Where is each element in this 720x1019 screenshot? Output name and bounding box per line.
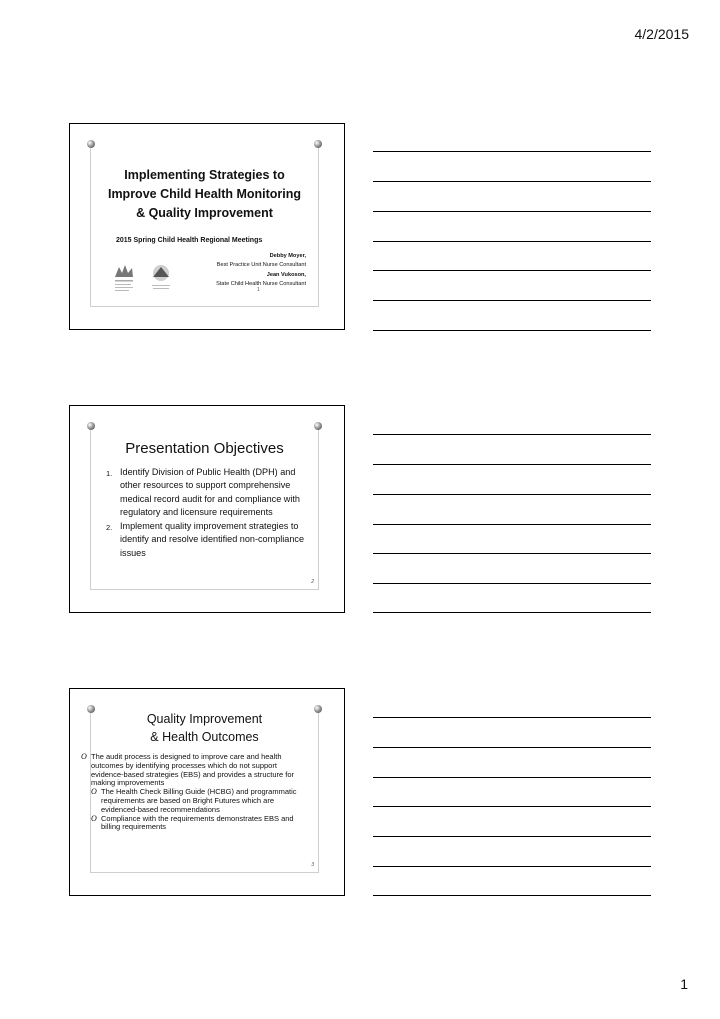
slide-1 xyxy=(69,123,345,330)
pushpin-icon xyxy=(314,140,322,148)
pushpin-icon xyxy=(314,422,322,430)
dph-logo-icon xyxy=(113,263,135,296)
slide-3 xyxy=(69,688,345,896)
page-date: 4/2/2015 xyxy=(634,26,689,42)
note-line xyxy=(373,806,651,807)
slide-number: 2 xyxy=(311,579,314,585)
note-line xyxy=(373,241,651,242)
note-line xyxy=(373,612,651,613)
note-line xyxy=(373,330,651,331)
note-line xyxy=(373,434,651,435)
list-item: O The Health Check Billing Guide (HCBG) and programmatic requirements are based on Bright Futures which are evidenced-based recommendations xyxy=(91,787,297,814)
meeting-name: 2015 Spring Child Health Regional Meetings xyxy=(116,237,263,244)
note-line xyxy=(373,777,651,778)
note-line xyxy=(373,836,651,837)
pushpin-icon xyxy=(87,140,95,148)
note-line xyxy=(373,300,651,301)
bullet-icon: O xyxy=(81,752,87,761)
note-line xyxy=(373,524,651,525)
note-line xyxy=(373,747,651,748)
note-line xyxy=(373,494,651,495)
slide-frame xyxy=(90,426,319,590)
bullet-icon: O xyxy=(91,787,97,797)
slide-frame xyxy=(90,144,319,307)
slide-title: Implementing Strategies to Improve Child Health Monitoring & Quality Improvement xyxy=(107,168,302,220)
slide-number: 1 xyxy=(257,287,260,293)
note-line xyxy=(373,717,651,718)
list-item: O Compliance with the requirements demonstrates EBS and billing requirements xyxy=(91,813,294,832)
note-line xyxy=(373,895,651,896)
slide-number: 3 xyxy=(311,862,314,868)
slide-frame xyxy=(81,709,319,873)
slide-2 xyxy=(69,405,345,613)
pushpin-icon xyxy=(87,422,95,430)
note-line xyxy=(373,464,651,465)
objectives-list xyxy=(106,466,312,561)
note-line xyxy=(373,211,651,212)
note-line xyxy=(373,553,651,554)
list-item: 1. Identify Division of Public Health (DPH) and other resources to support comprehensive medical record audit for and compliance with regulatory and licensure requirements xyxy=(106,467,300,517)
note-line xyxy=(373,151,651,152)
page-number: 1 xyxy=(680,976,688,992)
note-line xyxy=(373,181,651,182)
note-line xyxy=(373,866,651,867)
slide-title: Quality Improvement & Health Outcomes xyxy=(146,712,263,744)
list-item: O The audit process is designed to improve care and health outcomes by identifying processes which do not support evidence-based strategies (EBS) and provides a structure for making improvements xyxy=(81,752,295,788)
note-line xyxy=(373,270,651,271)
presenters: Debby Moyer, Best Practice Unit Nurse Consultant Jean Vukoson, State Child Health Nurse Consultant xyxy=(216,253,306,287)
slide-body xyxy=(81,753,310,832)
bullet-icon: O xyxy=(91,813,97,823)
note-line xyxy=(373,583,651,584)
child-health-logo-icon xyxy=(147,263,175,296)
slide-title: Presentation Objectives xyxy=(125,440,284,457)
list-item: 2. Implement quality improvement strategies to identify and resolve identified non-compliance issues xyxy=(106,521,305,558)
